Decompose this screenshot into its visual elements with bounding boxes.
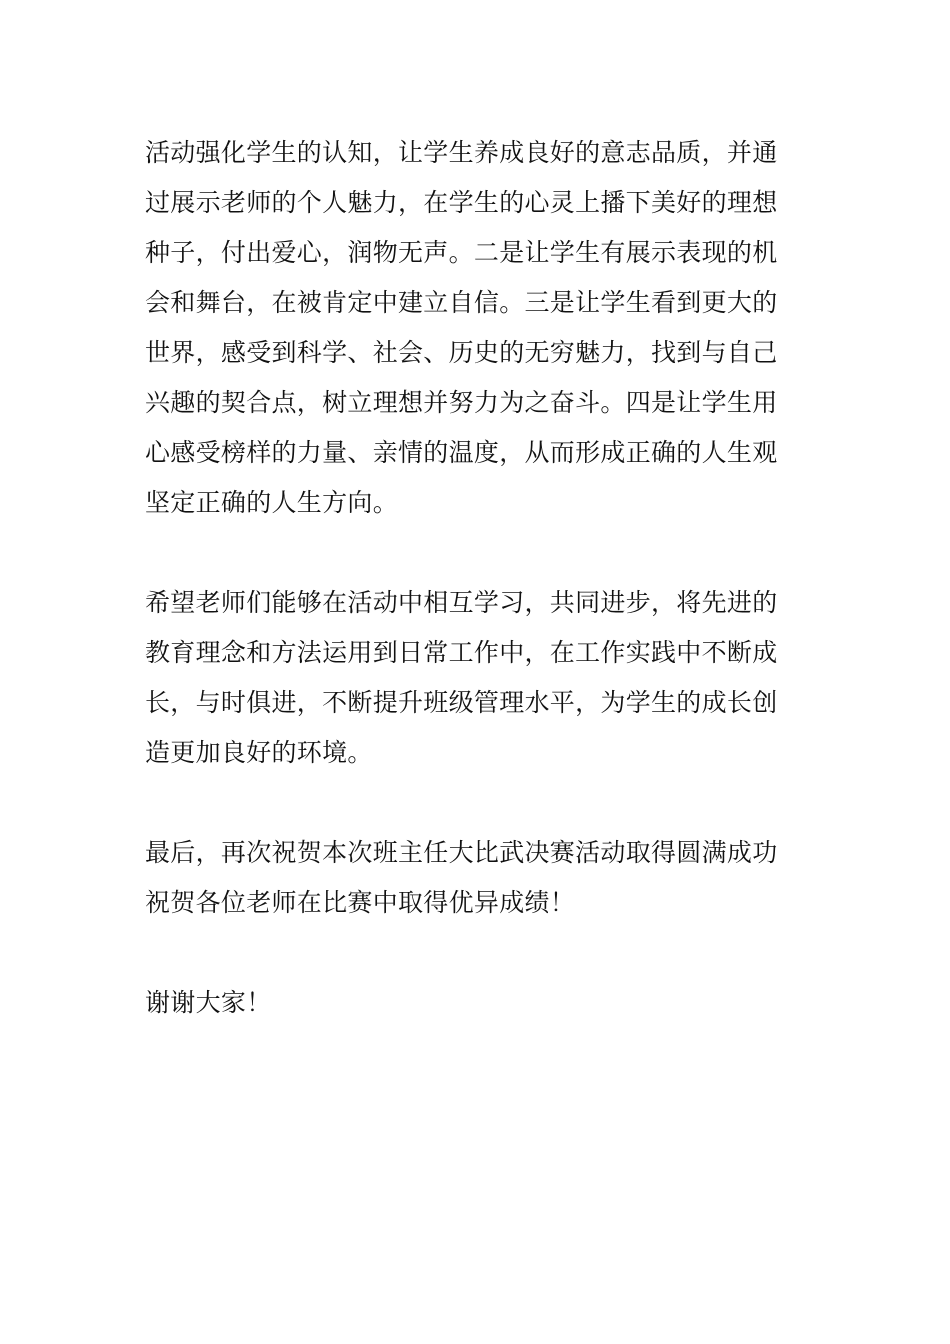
text-line: 过展示老师的个人魅力，在学生的心灵上播下美好的理想 [145, 188, 778, 217]
text-line: 造更加良好的环境。 [145, 738, 373, 767]
paragraph-spacer [145, 778, 810, 828]
paragraph-spacer [145, 928, 810, 978]
paragraph-spacer [145, 528, 810, 578]
text-line: 种子，付出爱心，润物无声。二是让学生有展示表现的机 [145, 238, 778, 267]
text-line: 世界，感受到科学、社会、历史的无穷魅力，找到与自己 [145, 338, 778, 367]
text-line: 坚定正确的人生方向。 [145, 488, 399, 517]
text-line: 会和舞台，在被肯定中建立自信。三是让学生看到更大的 [145, 288, 778, 317]
text-line: 谢谢大家！ [145, 988, 272, 1017]
text-line: 长，与时俱进，不断提升班级管理水平，为学生的成长创 [145, 688, 778, 717]
text-line: 祝贺各位老师在比赛中取得优异成绩！ [145, 888, 576, 917]
text-line: 最后，再次祝贺本次班主任大比武决赛活动取得圆满成功 [145, 838, 778, 867]
paragraph-activity-goals [145, 128, 810, 528]
text-line: 希望老师们能够在活动中相互学习，共同进步，将先进的 [145, 588, 778, 617]
paragraph-congratulations [145, 828, 810, 928]
text-line: 心感受榜样的力量、亲情的温度，从而形成正确的人生观 [145, 438, 778, 467]
paragraph-thanks [145, 978, 810, 1028]
paragraph-hope [145, 578, 810, 778]
document-body [145, 128, 810, 1028]
text-line: 教育理念和方法运用到日常工作中，在工作实践中不断成 [145, 638, 778, 667]
text-line: 兴趣的契合点，树立理想并努力为之奋斗。四是让学生用 [145, 388, 778, 417]
text-line: 活动强化学生的认知，让学生养成良好的意志品质，并通 [145, 138, 778, 167]
